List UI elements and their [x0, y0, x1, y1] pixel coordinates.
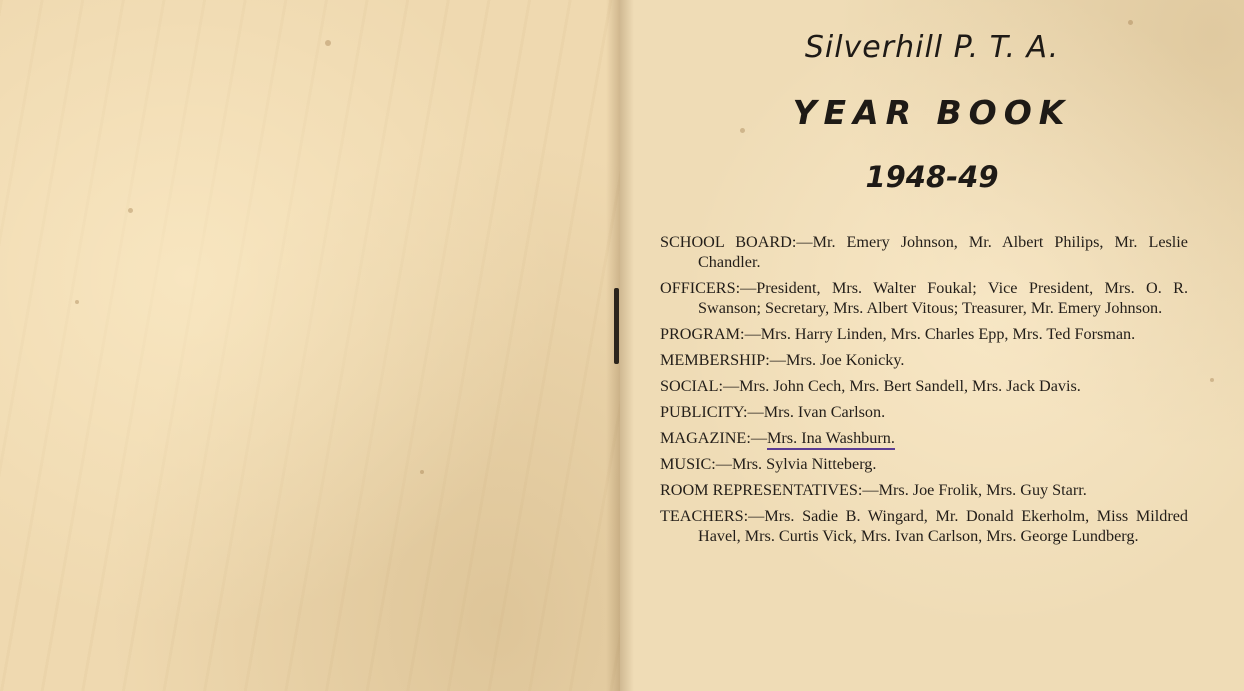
entry-room-representatives	[660, 480, 1188, 500]
entry-names-underlined: Mrs. Ina Washburn.	[767, 429, 895, 450]
entry-heading: MEMBERSHIP:	[660, 351, 770, 369]
entry-names: Mrs. Joe Konicky.	[785, 351, 905, 369]
entry-separator: —	[748, 507, 765, 525]
entry-music	[660, 454, 1188, 474]
entry-separator: —	[862, 481, 879, 499]
entry-heading: TEACHERS:	[660, 507, 749, 525]
entry-publicity	[660, 402, 1188, 422]
entry-names: Mrs. John Cech, Mrs. Bert Sandell, Mrs. Jack Davis.	[739, 377, 1081, 395]
pta-title: Silverhill P. T. A.	[804, 30, 1060, 65]
entry-heading: ROOM REPRESENTATIVES:	[660, 481, 863, 499]
entry-names: Mrs. Harry Linden, Mrs. Charles Epp, Mrs. Ted Forsman.	[760, 325, 1136, 343]
entry-teachers	[660, 506, 1188, 546]
paper-stain	[128, 208, 133, 213]
year-range: 1948-49	[865, 160, 999, 194]
entry-school-board	[660, 232, 1188, 272]
entry-separator: —	[747, 403, 764, 421]
entry-separator: —	[740, 279, 757, 297]
entry-heading: SCHOOL BOARD:	[660, 233, 797, 251]
entry-names: Mr. Emery Johnson, Mr. Albert Philips, Mr. Leslie Chandler.	[698, 233, 1188, 271]
entry-separator: —	[796, 233, 813, 251]
paper-stain	[1210, 378, 1214, 382]
paper-stain	[420, 470, 424, 474]
entry-names: Mrs. Ivan Carlson.	[763, 403, 886, 421]
entry-names: President, Mrs. Walter Foukal; Vice President, Mrs. O. R. Swanson; Secretary, Mrs. Albert Vitous; Treasurer, Mr. Emery Johnson.	[698, 279, 1188, 317]
entry-heading: MUSIC:	[660, 455, 716, 473]
left-page-blank	[0, 0, 620, 691]
entry-separator: —	[744, 325, 761, 343]
entry-heading: MAGAZINE:	[660, 429, 751, 447]
entry-separator: —	[715, 455, 732, 473]
entry-heading: OFFICERS:	[660, 279, 741, 297]
entry-separator: —	[750, 429, 768, 447]
entry-membership	[660, 350, 1188, 370]
entry-separator: —	[769, 351, 786, 369]
paper-stain	[75, 300, 79, 304]
entry-heading: PUBLICITY:	[660, 403, 748, 421]
entry-names: Mrs. Sadie B. Wingard, Mr. Donald Ekerholm, Miss Mildred Havel, Mrs. Curtis Vick, Mrs. Ivan Carlson, Mrs. George Lundberg.	[698, 507, 1188, 545]
committee-list	[660, 232, 1188, 552]
paper-stain	[1128, 20, 1133, 25]
entry-magazine	[660, 428, 1188, 448]
staple	[614, 288, 619, 364]
entry-program	[660, 324, 1188, 344]
entry-heading: SOCIAL:	[660, 377, 723, 395]
entry-separator: —	[722, 377, 740, 395]
entry-officers	[660, 278, 1188, 318]
yearbook-heading: YEAR BOOK	[792, 93, 1072, 132]
entry-names: Mrs. Joe Frolik, Mrs. Guy Starr.	[878, 481, 1087, 499]
entry-heading: PROGRAM:	[660, 325, 745, 343]
entry-names: Mrs. Sylvia Nitteberg.	[731, 455, 877, 473]
paper-stain	[325, 40, 331, 46]
entry-social	[660, 376, 1188, 396]
